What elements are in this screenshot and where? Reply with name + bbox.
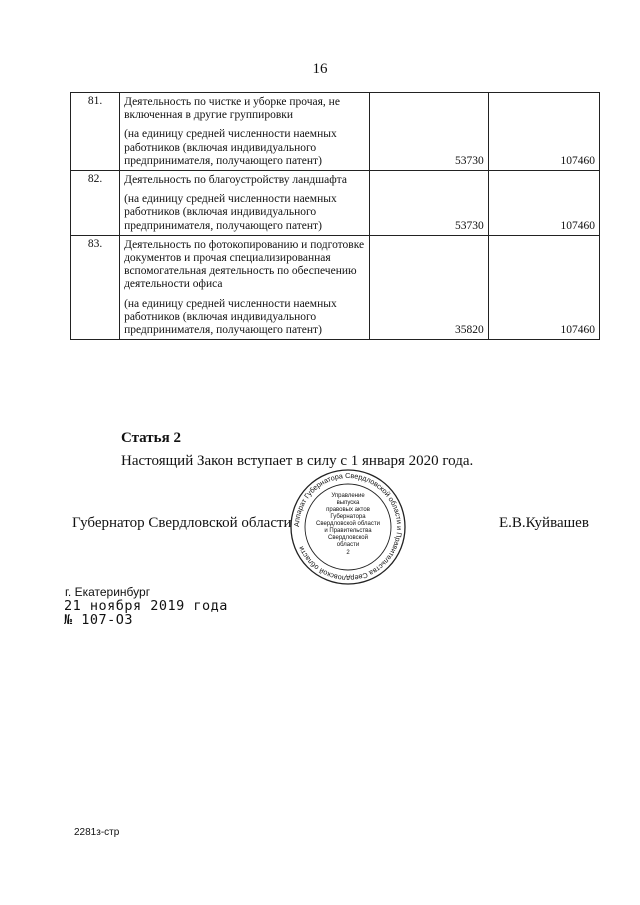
activity-name: Деятельность по чистке и уборке прочая, не включенная в другие группировки [124,96,340,122]
activities-table [70,92,600,340]
article-title: Статья 2 [121,430,181,446]
activity-name: Деятельность по фотокопированию и подготовке документов и прочая специализированная вспомогательная деятельность по обеспечению деятельности офиса [124,238,365,291]
governor-title: Губернатор Свердловской области [72,515,292,531]
official-seal [288,467,408,585]
seal-line: Свердловской [328,535,368,541]
activity-name: Деятельность по благоустройству ландшафта [124,174,347,187]
article-text: Настоящий Закон вступает в силу с 1 января 2020 года. [121,453,474,469]
signing-date: 21 ноября 2019 года [64,598,228,614]
row-description [120,93,369,171]
table-row [71,171,600,236]
row-value-1: 53730 [369,171,488,236]
row-description [120,171,369,236]
row-value-1: 35820 [369,235,488,339]
activity-note: (на единицу средней численности наемных работников (включая индивидуального предпринимателя, получающего патент) [124,193,337,232]
seal-line: и Правительства [324,528,372,534]
seal-line: правовых актов [326,507,370,513]
law-number: № 107-ОЗ [64,612,134,628]
row-description [120,235,369,339]
table-row [71,235,600,339]
row-number: 82. [71,171,120,236]
city: г. Екатеринбург [65,585,151,599]
seal-outer-text: Аппарат Губернатора Свердловской области и Правительства Свердловской области [291,470,405,584]
activity-note: (на единицу средней численности наемных работников (включая индивидуального предпринимателя, получающего патент) [124,297,337,337]
activity-note: (на единицу средней численности наемных работников (включая индивидуального предпринимателя, получающего патент) [124,128,337,167]
row-number: 83. [71,235,120,339]
seal-line: Губернатора [330,514,366,520]
seal-line: Свердловской области [315,521,381,527]
row-number: 81. [71,93,120,171]
svg-text:Аппарат Губернатора Свердловск [292,471,404,583]
seal-line: области [336,542,360,548]
row-value-2: 107460 [488,171,599,236]
governor-name: Е.В.Куйвашев [499,515,589,531]
seal-line: выпуска [336,500,360,506]
document-code: 2281з-стр [74,827,120,838]
row-value-2: 107460 [488,93,599,171]
seal-line: Управление [331,493,365,499]
seal-line: 2 [346,550,350,556]
row-value-1: 53730 [369,93,488,171]
table-row [71,93,600,171]
row-value-2: 107460 [488,235,599,339]
seal-graphic [288,467,408,585]
page-number: 16 [312,61,328,77]
